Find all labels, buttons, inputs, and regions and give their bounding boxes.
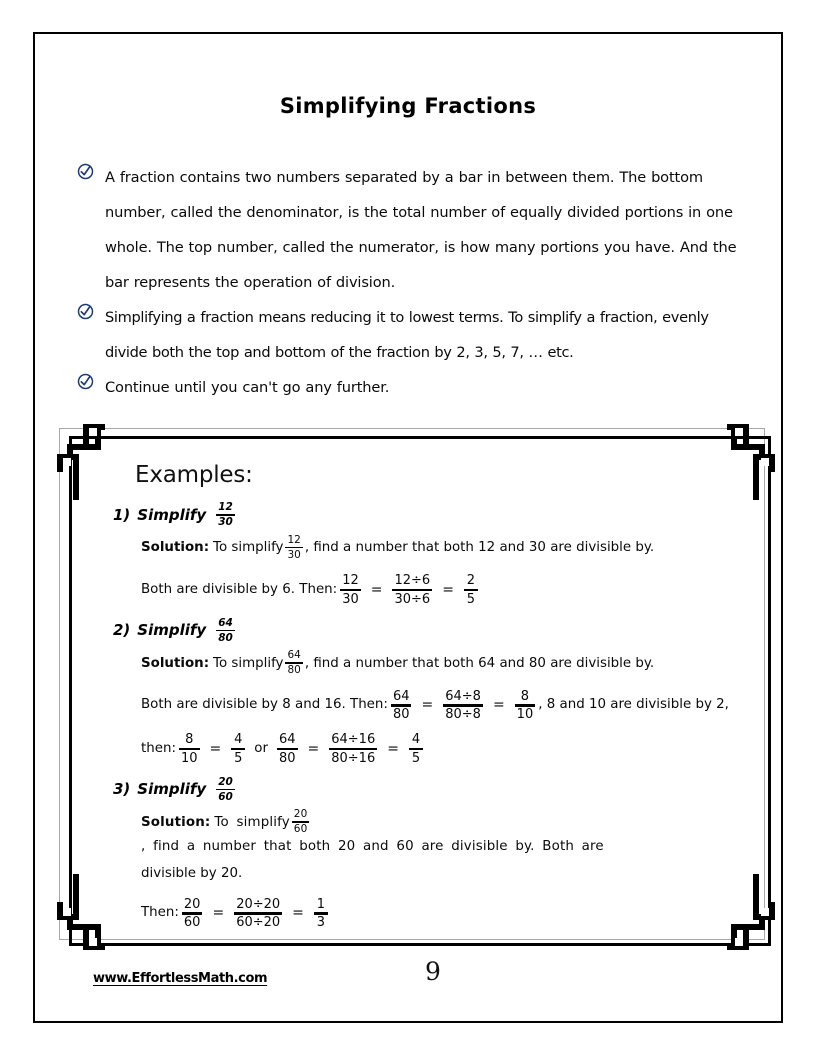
- example-title: [113, 502, 743, 528]
- work-fraction-result: $\frac{4}{5}$: [409, 733, 423, 764]
- example-verb: Simplify: [137, 780, 207, 799]
- work-fraction: $\frac{64\div 8}{80\div 8}$: [445, 688, 481, 723]
- work-fraction-result: $\frac{1}{3}$: [314, 898, 328, 929]
- check-circle-icon: [77, 163, 94, 180]
- example-verb: Simplify: [137, 505, 207, 524]
- work-line: [141, 898, 743, 929]
- work-text-pre: Then:: [141, 905, 179, 921]
- solution-line: [141, 810, 743, 858]
- solution-text-pre: To simplify: [214, 814, 290, 830]
- work2-text-pre: then:: [141, 740, 176, 756]
- example-problem-fraction: $\frac{64}{80}$: [218, 616, 233, 644]
- solution-fraction: $\frac{20}{60}$: [293, 808, 308, 836]
- example-body: [141, 651, 743, 764]
- list-item-label: Simplifying a fraction means reducing it to lowest terms. To simplify a fraction, evenly divide both the top and bottom of the fraction by 2, 3, 5, 7, … etc.: [105, 309, 709, 361]
- work-fraction-result: $\frac{2}{5}$: [464, 574, 478, 605]
- examples-frame: [53, 422, 775, 950]
- equals-sign: =: [292, 905, 304, 922]
- work-text-post: , 8 and 10 are divisible by 2,: [538, 697, 729, 713]
- example-problem-fraction: $\frac{12}{30}$: [218, 501, 233, 529]
- work-line: [141, 690, 743, 721]
- equals-sign: =: [387, 740, 399, 757]
- website-link[interactable]: www.EffortlessMath.com: [93, 971, 268, 986]
- equals-sign: =: [212, 905, 225, 922]
- examples-content: [113, 462, 743, 941]
- work-fraction: $\frac{4}{5}$: [231, 733, 245, 764]
- work-text-pre: Both are divisible by 6. Then:: [141, 581, 338, 597]
- work-fraction: $\frac{8}{10}$: [180, 732, 198, 766]
- work-fraction: $\frac{12}{30}$: [342, 573, 359, 607]
- work-fraction: $\frac{20}{60}$: [183, 896, 201, 931]
- example-number: 1): [113, 505, 131, 524]
- solution-line: [141, 651, 743, 677]
- list-item: [77, 160, 753, 300]
- examples-heading: Examples:: [135, 462, 253, 488]
- example-number: 2): [113, 621, 131, 640]
- work-line-secondary: [141, 733, 743, 764]
- example-verb: Simplify: [137, 621, 207, 640]
- check-circle-icon: [77, 303, 94, 320]
- work-fraction: $\frac{8}{10}$: [516, 688, 534, 723]
- work-text-pre: Both are divisible by 8 and 16. Then:: [141, 697, 388, 713]
- example-number: 3): [113, 780, 131, 799]
- work-fraction: $\frac{12\div 6}{30\div 6}$: [394, 573, 431, 607]
- solution-label: Solution:: [141, 540, 210, 556]
- list-item: [77, 370, 753, 405]
- page-title: Simplifying Fractions: [279, 94, 537, 118]
- work-fraction: $\frac{64}{80}$: [278, 732, 296, 766]
- concept-bullet-list: [77, 160, 753, 405]
- work-fraction: $\frac{64\div 16}{80\div 16}$: [331, 732, 376, 766]
- solution-text-post: , find a number that both 12 and 30 are divisible by.: [304, 540, 655, 556]
- solution-fraction: $\frac{12}{30}$: [287, 533, 301, 561]
- solution-fraction: $\frac{64}{80}$: [287, 649, 301, 677]
- work-fraction: $\frac{20\div 20}{60\div 20}$: [236, 896, 281, 931]
- equals-sign: =: [307, 740, 320, 757]
- solution-text-pre: To simplify: [213, 655, 284, 671]
- frame-corner-bottom-left: [57, 904, 103, 950]
- example-title: [113, 777, 743, 803]
- equals-sign: =: [209, 740, 222, 757]
- list-item: [77, 300, 753, 370]
- equals-sign: =: [442, 581, 454, 598]
- example-title: [113, 618, 743, 644]
- example-item: [113, 618, 743, 765]
- example-body: [141, 533, 743, 607]
- solution-label: Solution:: [141, 655, 210, 671]
- equals-sign: =: [421, 697, 434, 714]
- page-content-area: [33, 32, 783, 1023]
- example-item: [113, 777, 743, 930]
- solution-text-post: , find a number that both 64 and 80 are divisible by.: [304, 655, 655, 671]
- page-number: 9: [425, 957, 441, 986]
- equals-sign: =: [370, 581, 383, 598]
- solution-line-continued: [141, 863, 743, 885]
- solution-text-line2: divisible by 20.: [141, 865, 243, 881]
- list-item-label: Continue until you can't go any further.: [105, 379, 390, 396]
- example-item: [113, 502, 743, 606]
- work-line: [141, 574, 743, 605]
- solution-line: [141, 533, 743, 562]
- equals-sign: =: [492, 697, 505, 714]
- solution-label: Solution:: [141, 814, 211, 830]
- example-problem-fraction: $\frac{20}{60}$: [218, 775, 233, 803]
- solution-text-post: , find a number that both 20 and 60 are divisible by. Both are: [141, 838, 604, 854]
- example-body: [141, 810, 743, 929]
- list-item-label: A fraction contains two numbers separated by a bar in between them. The bottom number, called the denominator, is the total number of equally divided portions in one whole. The top number, called the numerator, is how many portions you have. And the bar represents the operation of division.: [105, 169, 737, 291]
- solution-text-pre: To simplify: [213, 540, 284, 556]
- check-circle-icon: [77, 373, 94, 390]
- work-fraction: $\frac{64}{80}$: [392, 688, 410, 723]
- frame-corner-top-left: [57, 424, 103, 470]
- work2-conjunction: or: [254, 740, 268, 756]
